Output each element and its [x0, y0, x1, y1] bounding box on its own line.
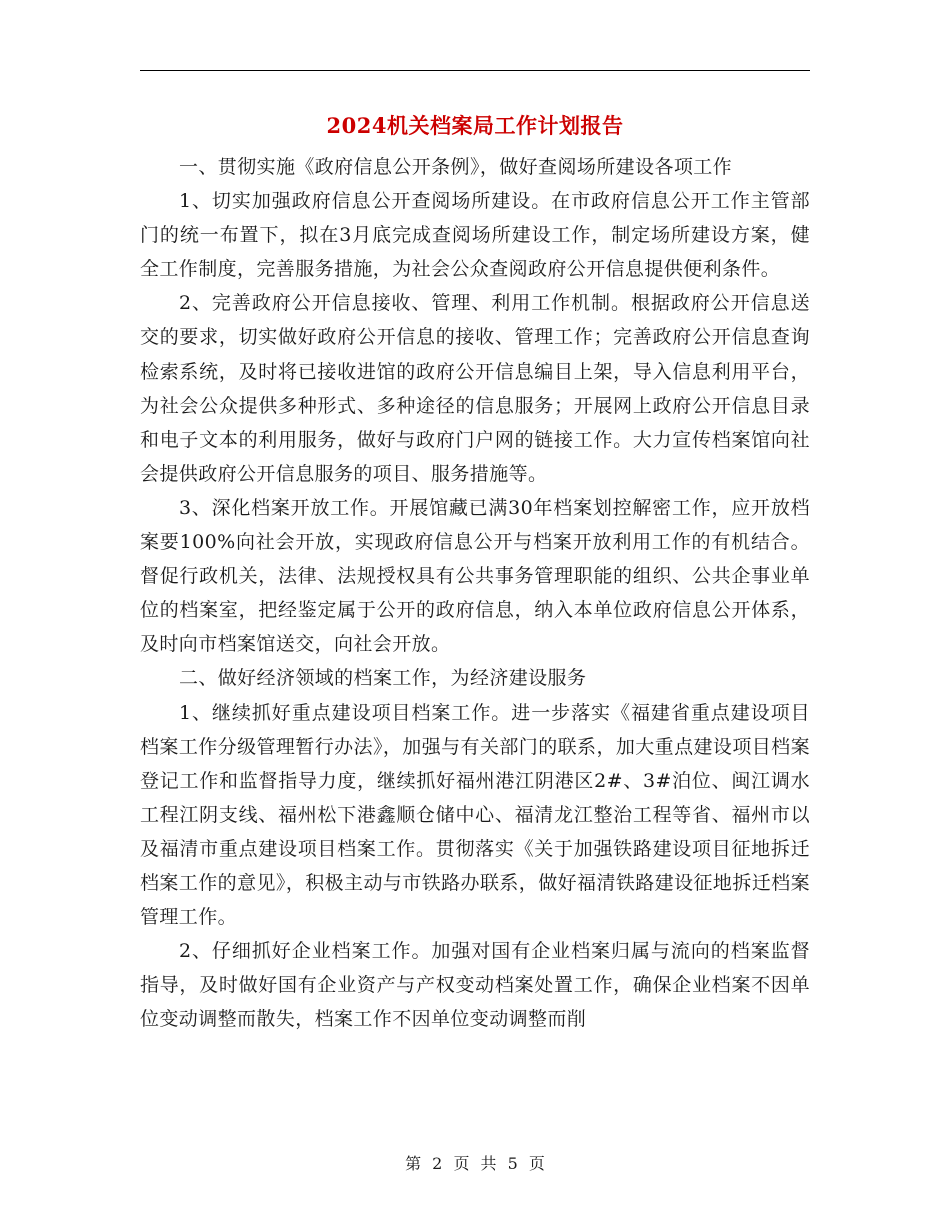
page-indicator: 第 2 页 共 5 页 — [405, 1154, 545, 1173]
paragraph-1-2: 2、完善政府公开信息接收、管理、利用工作机制。根据政府公开信息送交的要求，切实做好政府公开信息的接收、管理工作；完善政府公开信息查询检索系统，及时将已接收进馆的政府公开信息编目上架，导入信息利用平台，为社会公众提供多种形式、多种途径的信息服务；开展网上政府公开信息目录和电子文本的利用服务，做好与政府门户网的链接工作。大力宣传档案馆向社会提供政府公开信息服务的项目、服务措施等。 — [140, 292, 810, 485]
paragraph-2-1: 1、继续抓好重点建设项目档案工作。进一步落实《福建省重点建设项目档案工作分级管理暂行办法》，加强与有关部门的联系，加大重点建设项目档案登记工作和监督指导力度，继续抓好福州港江阴港区2#、3#泊位、闽江调水工程江阴支线、福州松下港鑫顺仓储中心、福清龙江整治工程等省、福州市以及福清市重点建设项目档案工作。贯彻落实《关于加强铁路建设项目征地拆迁档案工作的意见》，积极主动与市铁路办联系，做好福清铁路建设征地拆迁档案管理工作。 — [140, 701, 810, 929]
paragraph-1-3: 3、深化档案开放工作。开展馆藏已满30年档案划控解密工作，应开放档案要100%向社会开放，实现政府信息公开与档案开放利用工作的有机结合。督促行政机关，法律、法规授权具有公共事务管理职能的组织、公共企事业单位的档案室，把经鉴定属于公开的政府信息，纳入本单位政府信息公开体系，及时向市档案馆送交，向社会开放。 — [140, 496, 810, 656]
document-body — [140, 150, 810, 1036]
header-rule — [140, 70, 810, 71]
document-title: 2024机关档案局工作计划报告 — [326, 113, 624, 138]
paragraph-section-2-heading: 二、做好经济领域的档案工作，为经济建设服务 — [178, 667, 587, 690]
paragraph-1-1: 1、切实加强政府信息公开查阅场所建设。在市政府信息公开工作主管部门的统一布置下，拟在3月底完成查阅场所建设工作，制定场所建设方案，健全工作制度，完善服务措施，为社会公众查阅政府公开信息提供便利条件。 — [140, 190, 810, 281]
paragraph-2-2: 2、仔细抓好企业档案工作。加强对国有企业档案归属与流向的档案监督指导，及时做好国有企业资产与产权变动档案处置工作，确保企业档案不因单位变动调整而散失，档案工作不因单位变动调整而削 — [140, 940, 810, 1031]
paragraph-section-1-heading: 一、贯彻实施《政府信息公开条例》，做好查阅场所建设各项工作 — [178, 156, 733, 178]
